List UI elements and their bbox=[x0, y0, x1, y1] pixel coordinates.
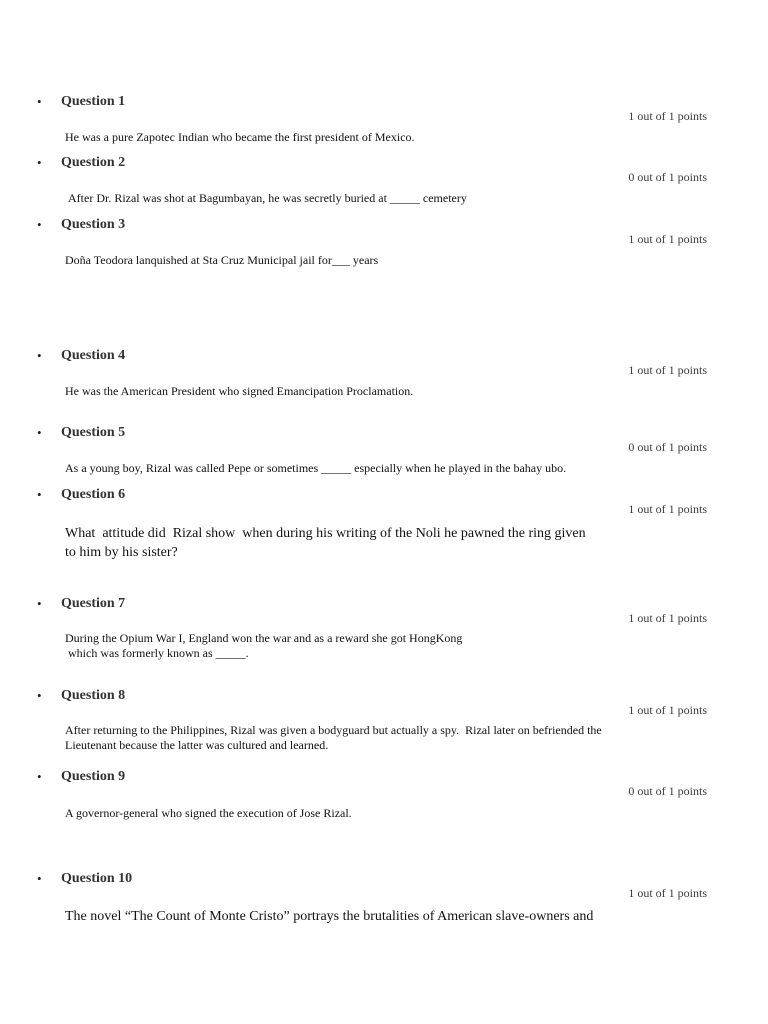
question-points: 1 out of 1 points bbox=[628, 232, 707, 246]
bullet-icon: • bbox=[37, 155, 42, 170]
bullet-icon: • bbox=[37, 217, 42, 232]
question-points: 1 out of 1 points bbox=[628, 109, 707, 123]
question-text: Doña Teodora lanquished at Sta Cruz Municipal jail for___ years bbox=[65, 253, 379, 267]
question-text: He was a pure Zapotec Indian who became the first president of Mexico. bbox=[65, 130, 415, 144]
question-text: During the Opium War I, England won the war and as a reward she got HongKong which was formerly known as _____. bbox=[65, 631, 463, 660]
question-text: After Dr. Rizal was shot at Bagumbayan, he was secretly buried at _____ cemetery bbox=[65, 191, 467, 205]
bullet-icon: • bbox=[37, 871, 42, 886]
question-title: Question 9 bbox=[61, 769, 126, 784]
bullet-icon: • bbox=[37, 348, 42, 363]
question-title: Question 8 bbox=[61, 688, 126, 703]
question-title: Question 5 bbox=[61, 425, 126, 440]
question-points: 1 out of 1 points bbox=[628, 363, 707, 377]
question-text: As a young boy, Rizal was called Pepe or sometimes _____ especially when he played in the bahay ubo. bbox=[65, 461, 567, 475]
bullet-icon: • bbox=[37, 688, 42, 703]
question-title: Question 3 bbox=[61, 217, 126, 232]
question-points: 1 out of 1 points bbox=[628, 703, 707, 717]
bullet-icon: • bbox=[37, 94, 42, 109]
question-points: 1 out of 1 points bbox=[628, 502, 707, 516]
question-text: The novel “The Count of Monte Cristo” portrays the brutalities of American slave-owners and bbox=[65, 909, 594, 924]
question-title: Question 1 bbox=[61, 94, 126, 109]
question-title: Question 6 bbox=[61, 487, 126, 502]
question-text: After returning to the Philippines, Rizal was given a bodyguard but actually a spy. Rizal later on befriended the Lieutenant because the latter was cultured and learned. bbox=[65, 723, 602, 752]
question-points: 1 out of 1 points bbox=[628, 886, 707, 900]
question-text: He was the American President who signed Emancipation Proclamation. bbox=[65, 384, 414, 398]
bullet-icon: • bbox=[37, 596, 42, 611]
question-title: Question 7 bbox=[61, 596, 126, 611]
bullet-icon: • bbox=[37, 487, 42, 502]
question-points: 0 out of 1 points bbox=[628, 170, 707, 184]
bullet-icon: • bbox=[37, 425, 42, 440]
question-points: 0 out of 1 points bbox=[628, 440, 707, 454]
question-title: Question 2 bbox=[61, 155, 126, 170]
question-text: What attitude did Rizal show when during his writing of the Noli he pawned the ring given to him by his sister? bbox=[65, 526, 586, 560]
question-points: 0 out of 1 points bbox=[628, 784, 707, 798]
question-title: Question 4 bbox=[61, 348, 126, 363]
question-points: 1 out of 1 points bbox=[628, 611, 707, 625]
bullet-icon: • bbox=[37, 769, 42, 784]
question-text: A governor-general who signed the execution of Jose Rizal. bbox=[65, 806, 352, 820]
question-title: Question 10 bbox=[61, 871, 133, 886]
